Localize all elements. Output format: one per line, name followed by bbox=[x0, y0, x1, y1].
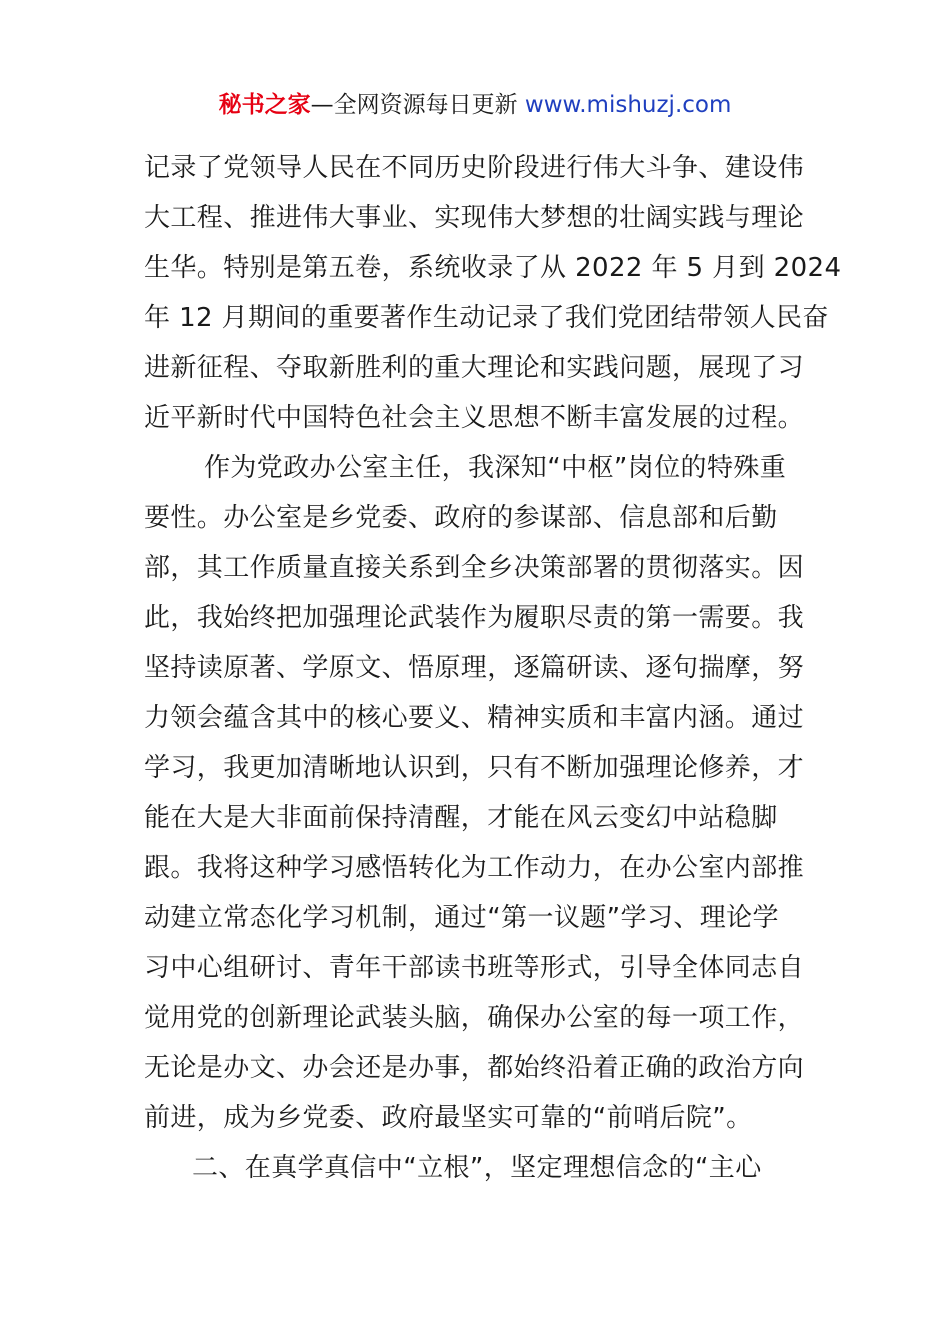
paragraph-line: 进新征程、夺取新胜利的重大理论和实践问题，展现了习 bbox=[144, 353, 805, 383]
paragraph-line: 作为党政办公室主任，我深知“中枢”岗位的特殊重 bbox=[204, 453, 787, 483]
paragraph-line: 学习，我更加清晰地认识到，只有不断加强理论修养，才 bbox=[144, 753, 805, 783]
paragraph-line: 能在大是大非面前保持清醒，才能在风云变幻中站稳脚 bbox=[144, 803, 778, 833]
site-tagline: —全网资源每日更新 bbox=[310, 92, 518, 118]
site-url-link[interactable]: www.mishuzj.com bbox=[524, 92, 732, 118]
paragraph-line: 动建立常态化学习机制，通过“第一议题”学习、理论学 bbox=[144, 903, 779, 933]
paragraph-line: 觉用党的创新理论武装头脑，确保办公室的每一项工作， bbox=[144, 1003, 805, 1033]
site-brand: 秘书之家 bbox=[218, 92, 311, 118]
paragraph-line: 此，我始终把加强理论武装作为履职尽责的第一需要。我 bbox=[144, 603, 805, 633]
paragraph-line: 前进，成为乡党委、政府最坚实可靠的“前哨后院”。 bbox=[144, 1103, 753, 1133]
paragraph-line: 无论是办文、办会还是办事，都始终沿着正确的政治方向 bbox=[144, 1053, 805, 1083]
paragraph-line: 近平新时代中国特色社会主义思想不断丰富发展的过程。 bbox=[144, 403, 805, 433]
paragraph-line: 力领会蕴含其中的核心要义、精神实质和丰富内涵。通过 bbox=[144, 703, 805, 733]
paragraph-line: 生华。特别是第五卷，系统收录了从 2022 年 5 月到 2024 bbox=[144, 253, 842, 283]
paragraph-line: 记录了党领导人民在不同历史阶段进行伟大斗争、建设伟 bbox=[144, 153, 805, 183]
section-heading: 二、在真学真信中“立根”，坚定理想信念的“主心 bbox=[192, 1153, 762, 1183]
paragraph-line: 年 12 月期间的重要著作生动记录了我们党团结带领人民奋 bbox=[144, 303, 829, 333]
site-header bbox=[0, 88, 950, 122]
paragraph-line: 跟。我将这种学习感悟转化为工作动力，在办公室内部推 bbox=[144, 853, 805, 883]
paragraph-line: 要性。办公室是乡党委、政府的参谋部、信息部和后勤 bbox=[144, 503, 778, 533]
paragraph-line: 坚持读原著、学原文、悟原理，逐篇研读、逐句揣摩，努 bbox=[144, 653, 805, 683]
paragraph-line: 习中心组研讨、青年干部读书班等形式，引导全体同志自 bbox=[144, 953, 805, 983]
paragraph-line: 大工程、推进伟大事业、实现伟大梦想的壮阔实践与理论 bbox=[144, 203, 805, 233]
paragraph-line: 部，其工作质量直接关系到全乡决策部署的贯彻落实。因 bbox=[144, 553, 805, 583]
document-body bbox=[144, 143, 842, 1193]
